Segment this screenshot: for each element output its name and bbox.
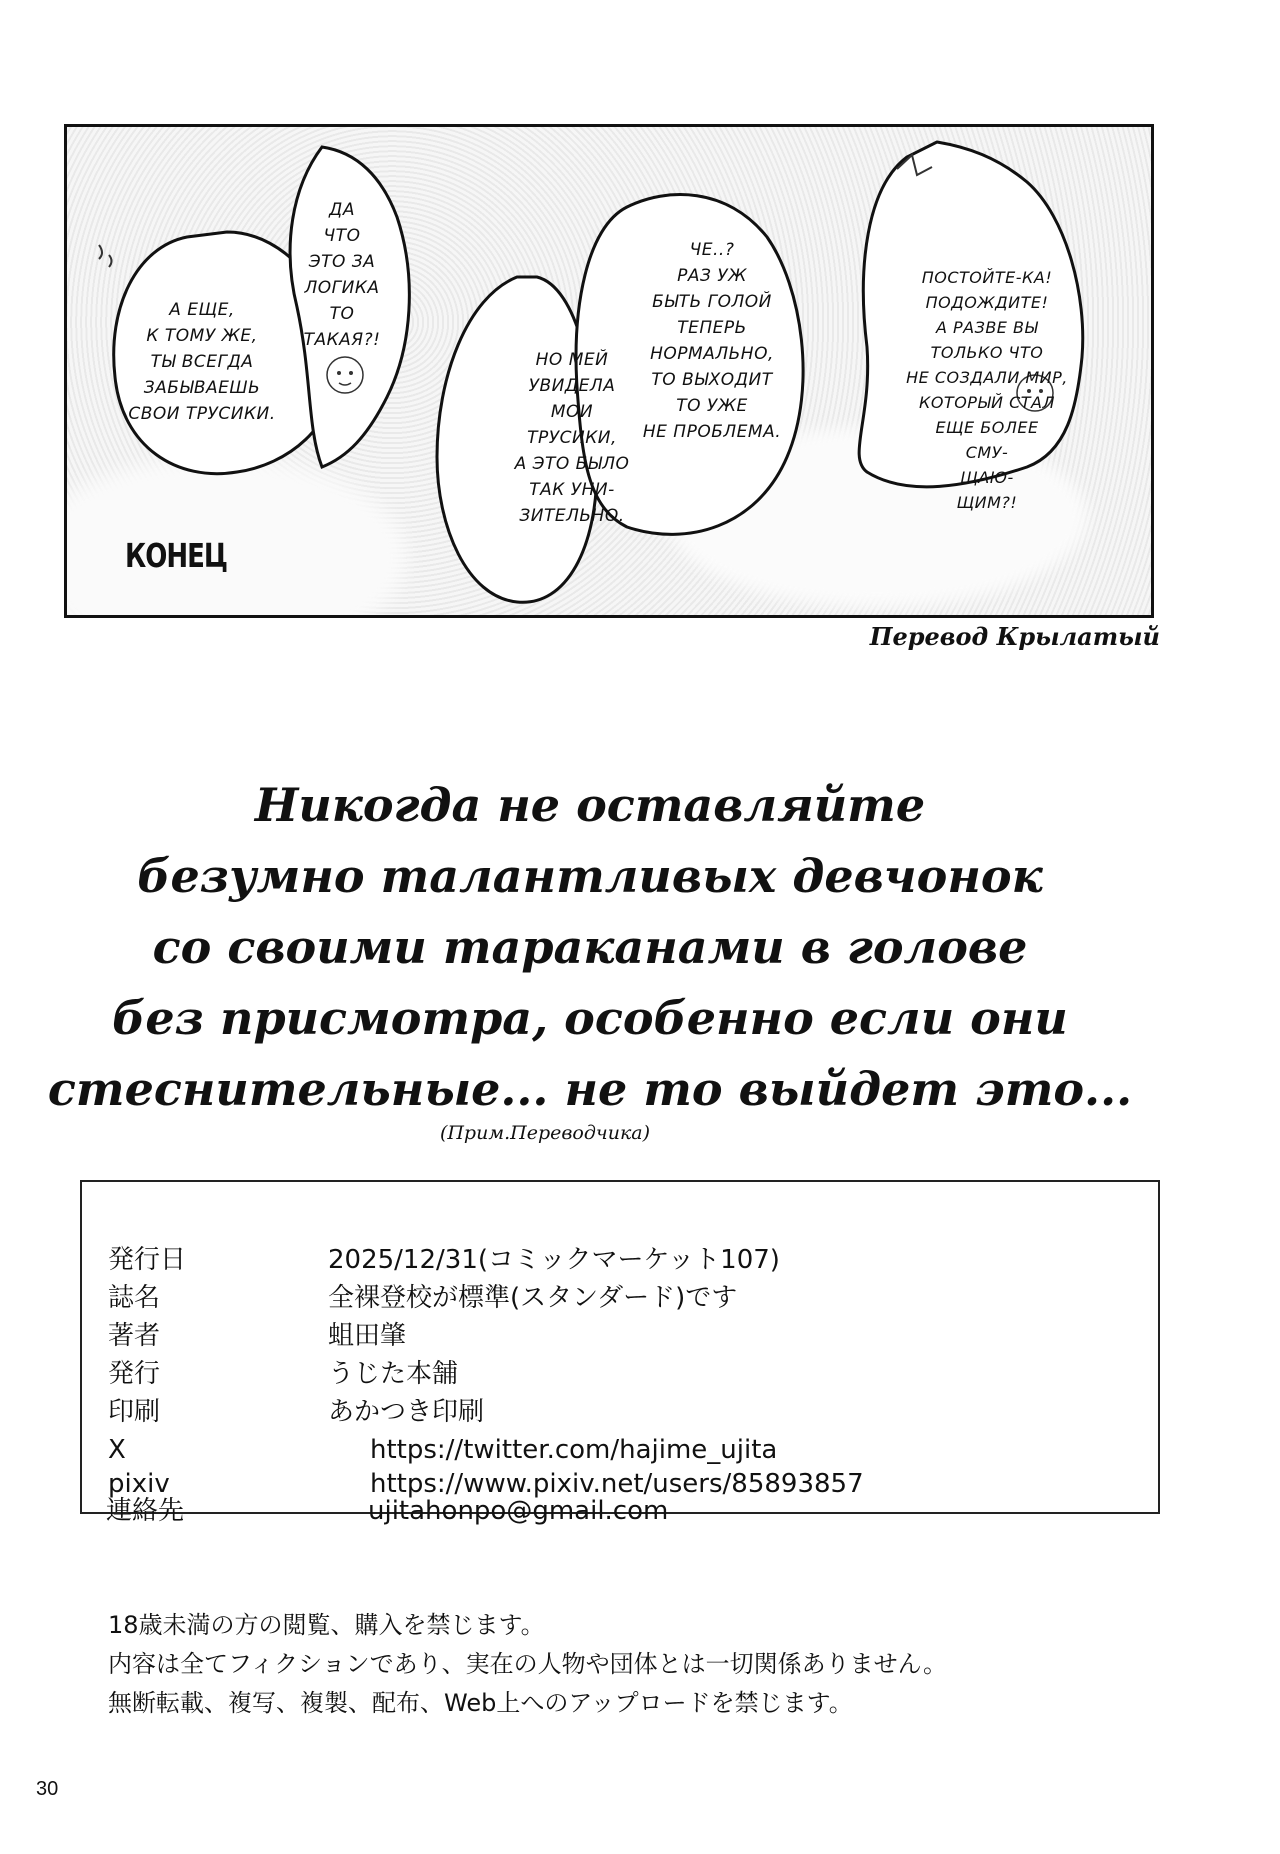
note-line-4: без присмотра, особенно если они [112, 991, 1068, 1045]
note-line-5: стеснительные... не то выйдет это... [47, 1062, 1133, 1116]
translator-note-signature: (Прим.Переводчика) [439, 1122, 651, 1144]
note-line-3: со своими тараканами в голове [152, 920, 1028, 974]
colophon-key: 著者 [108, 1321, 161, 1351]
colophon-key: pixiv [108, 1469, 170, 1499]
bubble-2-text: ДА ЧТО ЭТО ЗА ЛОГИКА ТО ТАКАЯ?! [303, 200, 381, 350]
legal-line-3: 無断転載、複写、複製、配布、Web上へのアップロードを禁じます。 [108, 1689, 853, 1717]
colophon-value: 2025/12/31(コミックマーケット107) [328, 1245, 780, 1275]
pixiv-link[interactable]: https://www.pixiv.net/users/85893857 [370, 1469, 864, 1499]
bubble-5-text: ПОСТОЙТЕ-КА! ПОДОЖДИТЕ! А РАЗВЕ ВЫ ТОЛЬКО ЧТО НЕ СОЗДАЛИ МИР, КОТОРЫЙ СТАЛ ЕЩЕ БОЛЕЕ СМУ- ЩАЮ- ЩИМ?! [906, 268, 1068, 512]
colophon-key: 連絡先 [106, 1496, 185, 1526]
legal-line-2: 内容は全てフィクションであり、実在の人物や団体とは一切関係ありません。 [108, 1650, 948, 1678]
x-link[interactable]: https://twitter.com/hajime_ujita [370, 1435, 778, 1465]
note-line-1: Никогда не оставляйте [254, 778, 926, 832]
translation-credit: Перевод Крылатый [869, 622, 1160, 651]
colophon-value: 全裸登校が標準(スタンダード)です [328, 1283, 738, 1313]
bubble-1-text: А ЕЩЕ, К ТОМУ ЖЕ, ТЫ ВСЕГДА ЗАБЫВАЕШЬ СВОИ ТРУСИКИ. [128, 300, 276, 424]
bubble-text-4 [622, 237, 802, 445]
legal-line-1: 18歳未満の方の閲覧、購入を禁じます。 [108, 1611, 545, 1639]
bubble-text-5 [892, 265, 1082, 515]
colophon-box [80, 1180, 1160, 1514]
page-number: 30 [36, 1778, 59, 1800]
bubble-text-1 [127, 297, 277, 427]
colophon-key: 誌名 [108, 1283, 161, 1313]
colophon-key: 印刷 [108, 1397, 161, 1427]
colophon-value: あかつき印刷 [328, 1397, 485, 1427]
colophon-value: うじた本舗 [328, 1359, 459, 1389]
bubble-3-text: НО МЕЙ УВИДЕЛА МОИ ТРУСИКИ, А ЭТО БЫЛО ТАК УНИ- ЗИТЕЛЬНО. [514, 350, 630, 526]
translator-note [40, 770, 1140, 1125]
colophon-key: 発行 [108, 1359, 161, 1389]
bubble-text-2 [267, 197, 417, 353]
comic-panel [64, 124, 1154, 618]
colophon-key: 発行日 [108, 1245, 187, 1275]
sweat-mark-icon [99, 245, 102, 259]
email-link[interactable]: ujitahonpo@gmail.com [368, 1496, 669, 1526]
colophon-key: X [108, 1435, 126, 1465]
end-label: КОНЕЦ [125, 538, 227, 576]
bubble-4-text: ЧЕ..? РАЗ УЖ БЫТЬ ГОЛОЙ ТЕПЕРЬ НОРМАЛЬНО, ТО ВЫХОДИТ ТО УЖЕ НЕ ПРОБЛЕМА. [642, 240, 782, 442]
legal-notice [108, 1606, 1208, 1723]
colophon-value: 蛆田肇 [328, 1321, 407, 1351]
note-line-2: безумно талантливых девчонок [137, 849, 1043, 903]
